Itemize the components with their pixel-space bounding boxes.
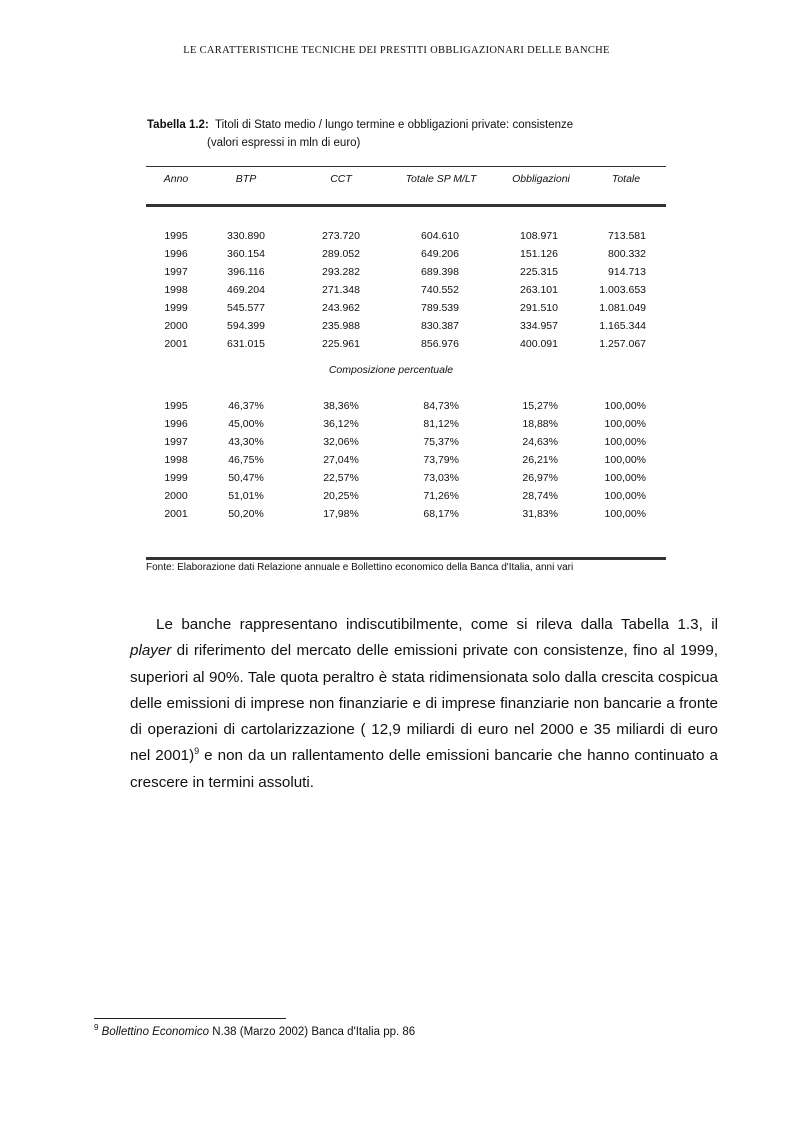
value-cell: 271.348: [322, 284, 360, 296]
header-cell: Obbligazioni: [512, 173, 570, 185]
section-label: Composizione percentuale: [328, 364, 454, 376]
value-cell: 1.165.344: [599, 320, 646, 332]
table-row: [146, 284, 666, 300]
table-row: [146, 248, 666, 264]
value-cell: 631.015: [227, 338, 265, 350]
value-cell: 81,12%: [423, 418, 459, 430]
year-cell: 2001: [164, 338, 188, 350]
value-cell: 225.315: [520, 266, 558, 278]
value-cell: 800.332: [608, 248, 646, 260]
value-cell: 45,00%: [228, 418, 264, 430]
value-cell: 235.988: [322, 320, 360, 332]
header-cell: Anno: [163, 173, 189, 185]
table-caption: [147, 116, 573, 152]
year-cell: 1996: [164, 248, 188, 260]
year-cell: 1999: [164, 302, 188, 314]
value-cell: 243.962: [322, 302, 360, 314]
table-row: [146, 320, 666, 336]
value-cell: 50,20%: [228, 508, 264, 520]
year-cell: 1996: [164, 418, 188, 430]
value-cell: 604.610: [421, 230, 459, 242]
header-cell: CCT: [330, 173, 352, 185]
value-cell: 594.399: [227, 320, 265, 332]
value-cell: 17,98%: [323, 508, 359, 520]
value-cell: 22,57%: [323, 472, 359, 484]
footnote-text: N.38 (Marzo 2002) Banca d'Italia pp. 86: [209, 1026, 416, 1038]
value-cell: 396.116: [227, 266, 265, 278]
value-cell: 151.126: [520, 248, 558, 260]
value-cell: 689.398: [421, 266, 459, 278]
year-cell: 1997: [164, 266, 188, 278]
header-double-rule: [146, 204, 666, 207]
value-cell: 789.539: [421, 302, 459, 314]
value-cell: 28,74%: [522, 490, 558, 502]
table-row: [146, 490, 666, 506]
value-cell: 856.976: [421, 338, 459, 350]
year-cell: 1999: [164, 472, 188, 484]
value-cell: 108.971: [520, 230, 558, 242]
header-cell: Totale: [611, 173, 641, 185]
value-cell: 71,26%: [423, 490, 459, 502]
value-cell: 73,03%: [423, 472, 459, 484]
value-cell: 100,00%: [604, 508, 646, 520]
value-cell: 32,06%: [323, 436, 359, 448]
table-row: [146, 266, 666, 282]
value-cell: 1.257.067: [599, 338, 646, 350]
table-row: [146, 400, 666, 416]
body-paragraph: [130, 612, 718, 796]
paragraph-text: Le banche rappresentano indiscutibilmente, come si rileva dalla Tabella 1.3, il: [156, 616, 718, 633]
paragraph-text: di riferimento del mercato delle emissioni private con consistenze, fino al 1999, superiori al 90%. Tale quota peraltro è stata ridimensionata solo dalla crescita cospicua delle emissioni di imprese non finanziarie e di imprese finanziarie non bancarie a fronte di operazioni di cartolarizzazione ( 12,9 miliardi di euro nel 2000 e 35 miliardi di euro nel 2001): [130, 642, 718, 765]
value-cell: 330.890: [227, 230, 265, 242]
value-cell: 400.091: [520, 338, 558, 350]
table-top-rule: [146, 166, 666, 167]
value-cell: 100,00%: [604, 436, 646, 448]
value-cell: 100,00%: [604, 400, 646, 412]
value-cell: 46,75%: [228, 454, 264, 466]
year-cell: 2001: [164, 508, 188, 520]
value-cell: 1.081.049: [599, 302, 646, 314]
value-cell: 68,17%: [423, 508, 459, 520]
table-title: Titoli di Stato medio / lungo termine e obbligazioni private: consistenze: [214, 119, 574, 131]
value-cell: 263.101: [520, 284, 558, 296]
value-cell: 914.713: [608, 266, 646, 278]
value-cell: 18,88%: [522, 418, 558, 430]
table-subtitle: (valori espressi in mln di euro): [207, 137, 361, 149]
table-row: [146, 472, 666, 488]
value-cell: 289.052: [322, 248, 360, 260]
value-cell: 830.387: [421, 320, 459, 332]
footnote-number: 9: [94, 1023, 99, 1033]
value-cell: 75,37%: [423, 436, 459, 448]
value-cell: 273.720: [322, 230, 360, 242]
running-header: LE CARATTERISTICHE TECNICHE DEI PRESTITI OBBLIGAZIONARI DELLE BANCHE: [183, 45, 610, 56]
value-cell: 713.581: [608, 230, 646, 242]
value-cell: 46,37%: [228, 400, 264, 412]
table-bottom-rule: [146, 557, 666, 560]
value-cell: 36,12%: [323, 418, 359, 430]
value-cell: 15,27%: [522, 400, 558, 412]
table-row: [146, 418, 666, 434]
footnote: [94, 1023, 416, 1038]
value-cell: 469.204: [227, 284, 265, 296]
value-cell: 84,73%: [423, 400, 459, 412]
year-cell: 1995: [164, 230, 188, 242]
value-cell: 334.957: [520, 320, 558, 332]
year-cell: 2000: [164, 490, 188, 502]
year-cell: 1998: [164, 284, 188, 296]
table-row: [146, 436, 666, 452]
footnote-rule: [94, 1018, 286, 1019]
value-cell: 225.961: [322, 338, 360, 350]
value-cell: 649.206: [421, 248, 459, 260]
year-cell: 1997: [164, 436, 188, 448]
paragraph-italic: player: [130, 642, 172, 660]
value-cell: 360.154: [227, 248, 265, 260]
value-cell: 24,63%: [522, 436, 558, 448]
header-cell: Totale SP M/LT: [405, 173, 477, 185]
value-cell: 50,47%: [228, 472, 264, 484]
value-cell: 73,79%: [423, 454, 459, 466]
value-cell: 740.552: [421, 284, 459, 296]
value-cell: 26,97%: [522, 472, 558, 484]
value-cell: 291.510: [520, 302, 558, 314]
table-row: [146, 230, 666, 246]
table-label: Tabella 1.2:: [147, 119, 209, 131]
value-cell: 293.282: [322, 266, 360, 278]
table-row: [146, 302, 666, 318]
footnote-italic: Bollettino Economico: [101, 1026, 210, 1038]
value-cell: 27,04%: [323, 454, 359, 466]
footnote-reference[interactable]: 9: [194, 746, 200, 757]
value-cell: 545.577: [227, 302, 265, 314]
header-cell: BTP: [235, 173, 257, 185]
table-row: [146, 508, 666, 524]
year-cell: 2000: [164, 320, 188, 332]
value-cell: 100,00%: [604, 454, 646, 466]
value-cell: 26,21%: [522, 454, 558, 466]
table-header-row: [146, 173, 666, 189]
value-cell: 100,00%: [604, 472, 646, 484]
value-cell: 100,00%: [604, 490, 646, 502]
value-cell: 31,83%: [522, 508, 558, 520]
value-cell: 100,00%: [604, 418, 646, 430]
paragraph-text: e non da un rallentamento delle emissioni bancarie che hanno continuato a crescere in termini assoluti.: [130, 747, 718, 791]
value-cell: 51,01%: [228, 490, 264, 502]
value-cell: 38,36%: [323, 400, 359, 412]
value-cell: 1.003.653: [599, 284, 646, 296]
value-cell: 43,30%: [228, 436, 264, 448]
table-row: [146, 338, 666, 354]
value-cell: 20,25%: [323, 490, 359, 502]
year-cell: 1998: [164, 454, 188, 466]
table-row: [146, 454, 666, 470]
table-source: Fonte: Elaborazione dati Relazione annuale e Bollettino economico della Banca d'Italia, anni vari: [146, 562, 574, 573]
year-cell: 1995: [164, 400, 188, 412]
